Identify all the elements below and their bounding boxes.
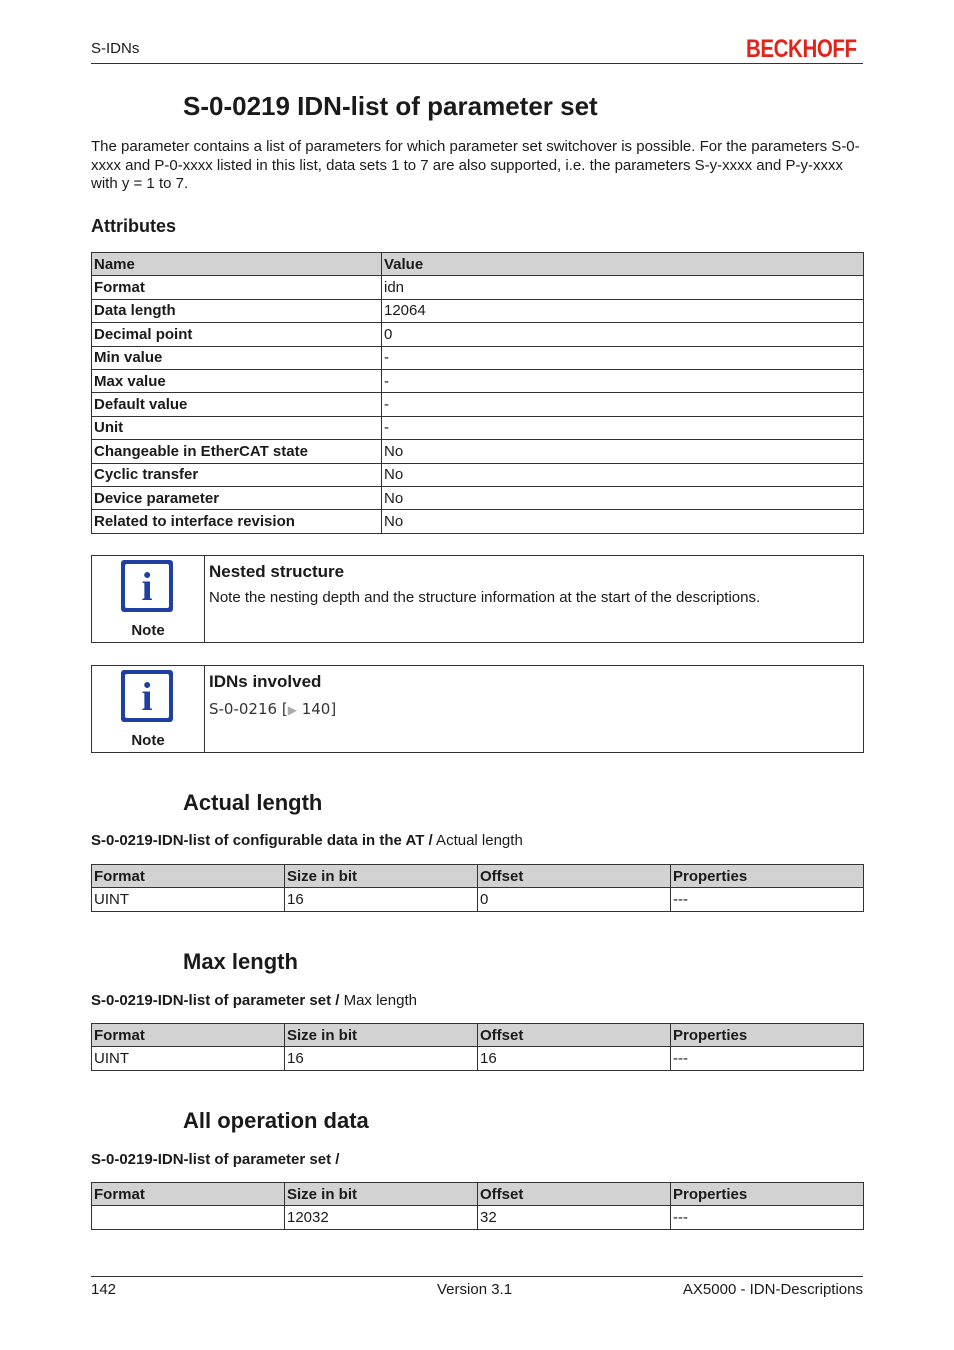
cell-size: 16	[285, 1047, 478, 1070]
column-header-properties: Properties	[671, 1183, 864, 1206]
table-row	[92, 1206, 864, 1229]
note-box-nested-structure	[91, 555, 864, 643]
page-title: S-0-0219 IDN-list of parameter set	[183, 91, 598, 121]
note-icon-column	[92, 666, 205, 752]
note-text: Note the nesting depth and the structure information at the start of the descriptions.	[209, 589, 761, 606]
attributes-table	[91, 252, 864, 534]
column-header-offset: Offset	[478, 1024, 671, 1047]
cell-format	[92, 1206, 285, 1229]
attr-name: Data length	[92, 299, 382, 322]
note-title: IDNs involved	[209, 672, 322, 691]
table-row	[92, 463, 864, 486]
link-text: S-0-0216 [	[209, 700, 288, 718]
column-header-value: Value	[382, 253, 864, 276]
intro-paragraph: The parameter contains a list of parameters for which parameter set switchover is possible. For the parameters S-0-xxxx and P-0-xxxx listed in this list, data sets 1 to 7 are also supported, i.e. the parameters S-y-xxxx and P-y-xxxx with y = 1 to 7.	[91, 138, 860, 192]
attr-value: -	[382, 369, 864, 392]
column-header-size: Size in bit	[285, 1183, 478, 1206]
note-label: Note	[131, 622, 165, 639]
table-row	[92, 888, 864, 911]
attr-name: Unit	[92, 416, 382, 439]
cell-offset: 16	[478, 1047, 671, 1070]
info-icon: i	[121, 560, 173, 612]
table-row	[92, 299, 864, 322]
cell-properties: ---	[671, 1047, 864, 1070]
table-row	[92, 416, 864, 439]
table-row	[92, 486, 864, 509]
attr-value: -	[382, 346, 864, 369]
column-header-offset: Offset	[478, 865, 671, 888]
table-header-row	[92, 1183, 864, 1206]
table-header-row	[92, 253, 864, 276]
section-subtitle	[91, 832, 523, 849]
cell-properties: ---	[671, 888, 864, 911]
column-header-format: Format	[92, 865, 285, 888]
idn-cross-reference-link[interactable]	[209, 700, 336, 718]
attr-name: Cyclic transfer	[92, 463, 382, 486]
column-header-format: Format	[92, 1183, 285, 1206]
cell-format: UINT	[92, 888, 285, 911]
note-icon-column	[92, 556, 205, 642]
section-heading-all-operation-data: All operation data	[183, 1108, 369, 1133]
table-row	[92, 440, 864, 463]
document-version: Version 3.1	[437, 1281, 513, 1298]
cell-size: 16	[285, 888, 478, 911]
attr-value: No	[382, 463, 864, 486]
column-header-name: Name	[92, 253, 382, 276]
attr-name: Related to interface revision	[92, 510, 382, 533]
info-icon: i	[121, 670, 173, 722]
document-name: AX5000 - IDN-Descriptions	[682, 1281, 863, 1298]
table-row	[92, 323, 864, 346]
table-header-row	[92, 865, 864, 888]
column-header-format: Format	[92, 1024, 285, 1047]
attr-name: Max value	[92, 369, 382, 392]
table-row	[92, 346, 864, 369]
column-header-properties: Properties	[671, 1024, 864, 1047]
column-header-size: Size in bit	[285, 1024, 478, 1047]
play-arrow-icon: ▶	[287, 703, 297, 717]
note-box-idns-involved	[91, 665, 864, 753]
column-header-properties: Properties	[671, 865, 864, 888]
table-header-row	[92, 1024, 864, 1047]
table-row	[92, 1047, 864, 1070]
attr-name: Format	[92, 276, 382, 299]
all-operation-data-table	[91, 1182, 864, 1230]
attr-value: 0	[382, 323, 864, 346]
page-number: 142	[91, 1281, 117, 1298]
attr-name: Min value	[92, 346, 382, 369]
subtitle-bold: S-0-0219-IDN-list of parameter set /	[91, 1151, 340, 1168]
subtitle-bold: S-0-0219-IDN-list of configurable data in the AT /	[91, 832, 433, 849]
max-length-table	[91, 1023, 864, 1071]
cell-offset: 32	[478, 1206, 671, 1229]
header-section-title: S-IDNs	[91, 40, 140, 57]
attr-value: -	[382, 416, 864, 439]
subtitle-normal: Actual length	[432, 832, 523, 849]
attr-value: idn	[382, 276, 864, 299]
attr-value: -	[382, 393, 864, 416]
attr-value: 12064	[382, 299, 864, 322]
attr-name: Decimal point	[92, 323, 382, 346]
actual-length-table	[91, 864, 864, 912]
attr-name: Device parameter	[92, 486, 382, 509]
attributes-heading: Attributes	[91, 216, 176, 236]
table-row	[92, 276, 864, 299]
attr-name: Changeable in EtherCAT state	[92, 440, 382, 463]
cell-size: 12032	[285, 1206, 478, 1229]
note-label: Note	[131, 732, 165, 749]
footer-divider	[91, 1276, 863, 1277]
beckhoff-logo: BECKHOFF	[746, 35, 857, 63]
section-heading-actual-length: Actual length	[183, 790, 323, 815]
attr-name: Default value	[92, 393, 382, 416]
section-heading-max-length: Max length	[183, 949, 298, 974]
cell-properties: ---	[671, 1206, 864, 1229]
table-row	[92, 393, 864, 416]
attr-value: No	[382, 510, 864, 533]
subtitle-normal: Max length	[339, 992, 417, 1009]
link-page: 140]	[296, 700, 337, 718]
cell-format: UINT	[92, 1047, 285, 1070]
table-row	[92, 369, 864, 392]
attr-value: No	[382, 440, 864, 463]
table-row	[92, 510, 864, 533]
section-subtitle	[91, 1151, 339, 1168]
subtitle-bold: S-0-0219-IDN-list of parameter set /	[91, 992, 340, 1009]
cell-offset: 0	[478, 888, 671, 911]
header-divider	[91, 63, 863, 64]
column-header-offset: Offset	[478, 1183, 671, 1206]
column-header-size: Size in bit	[285, 865, 478, 888]
section-subtitle	[91, 992, 417, 1009]
attr-value: No	[382, 486, 864, 509]
note-title: Nested structure	[209, 562, 345, 581]
